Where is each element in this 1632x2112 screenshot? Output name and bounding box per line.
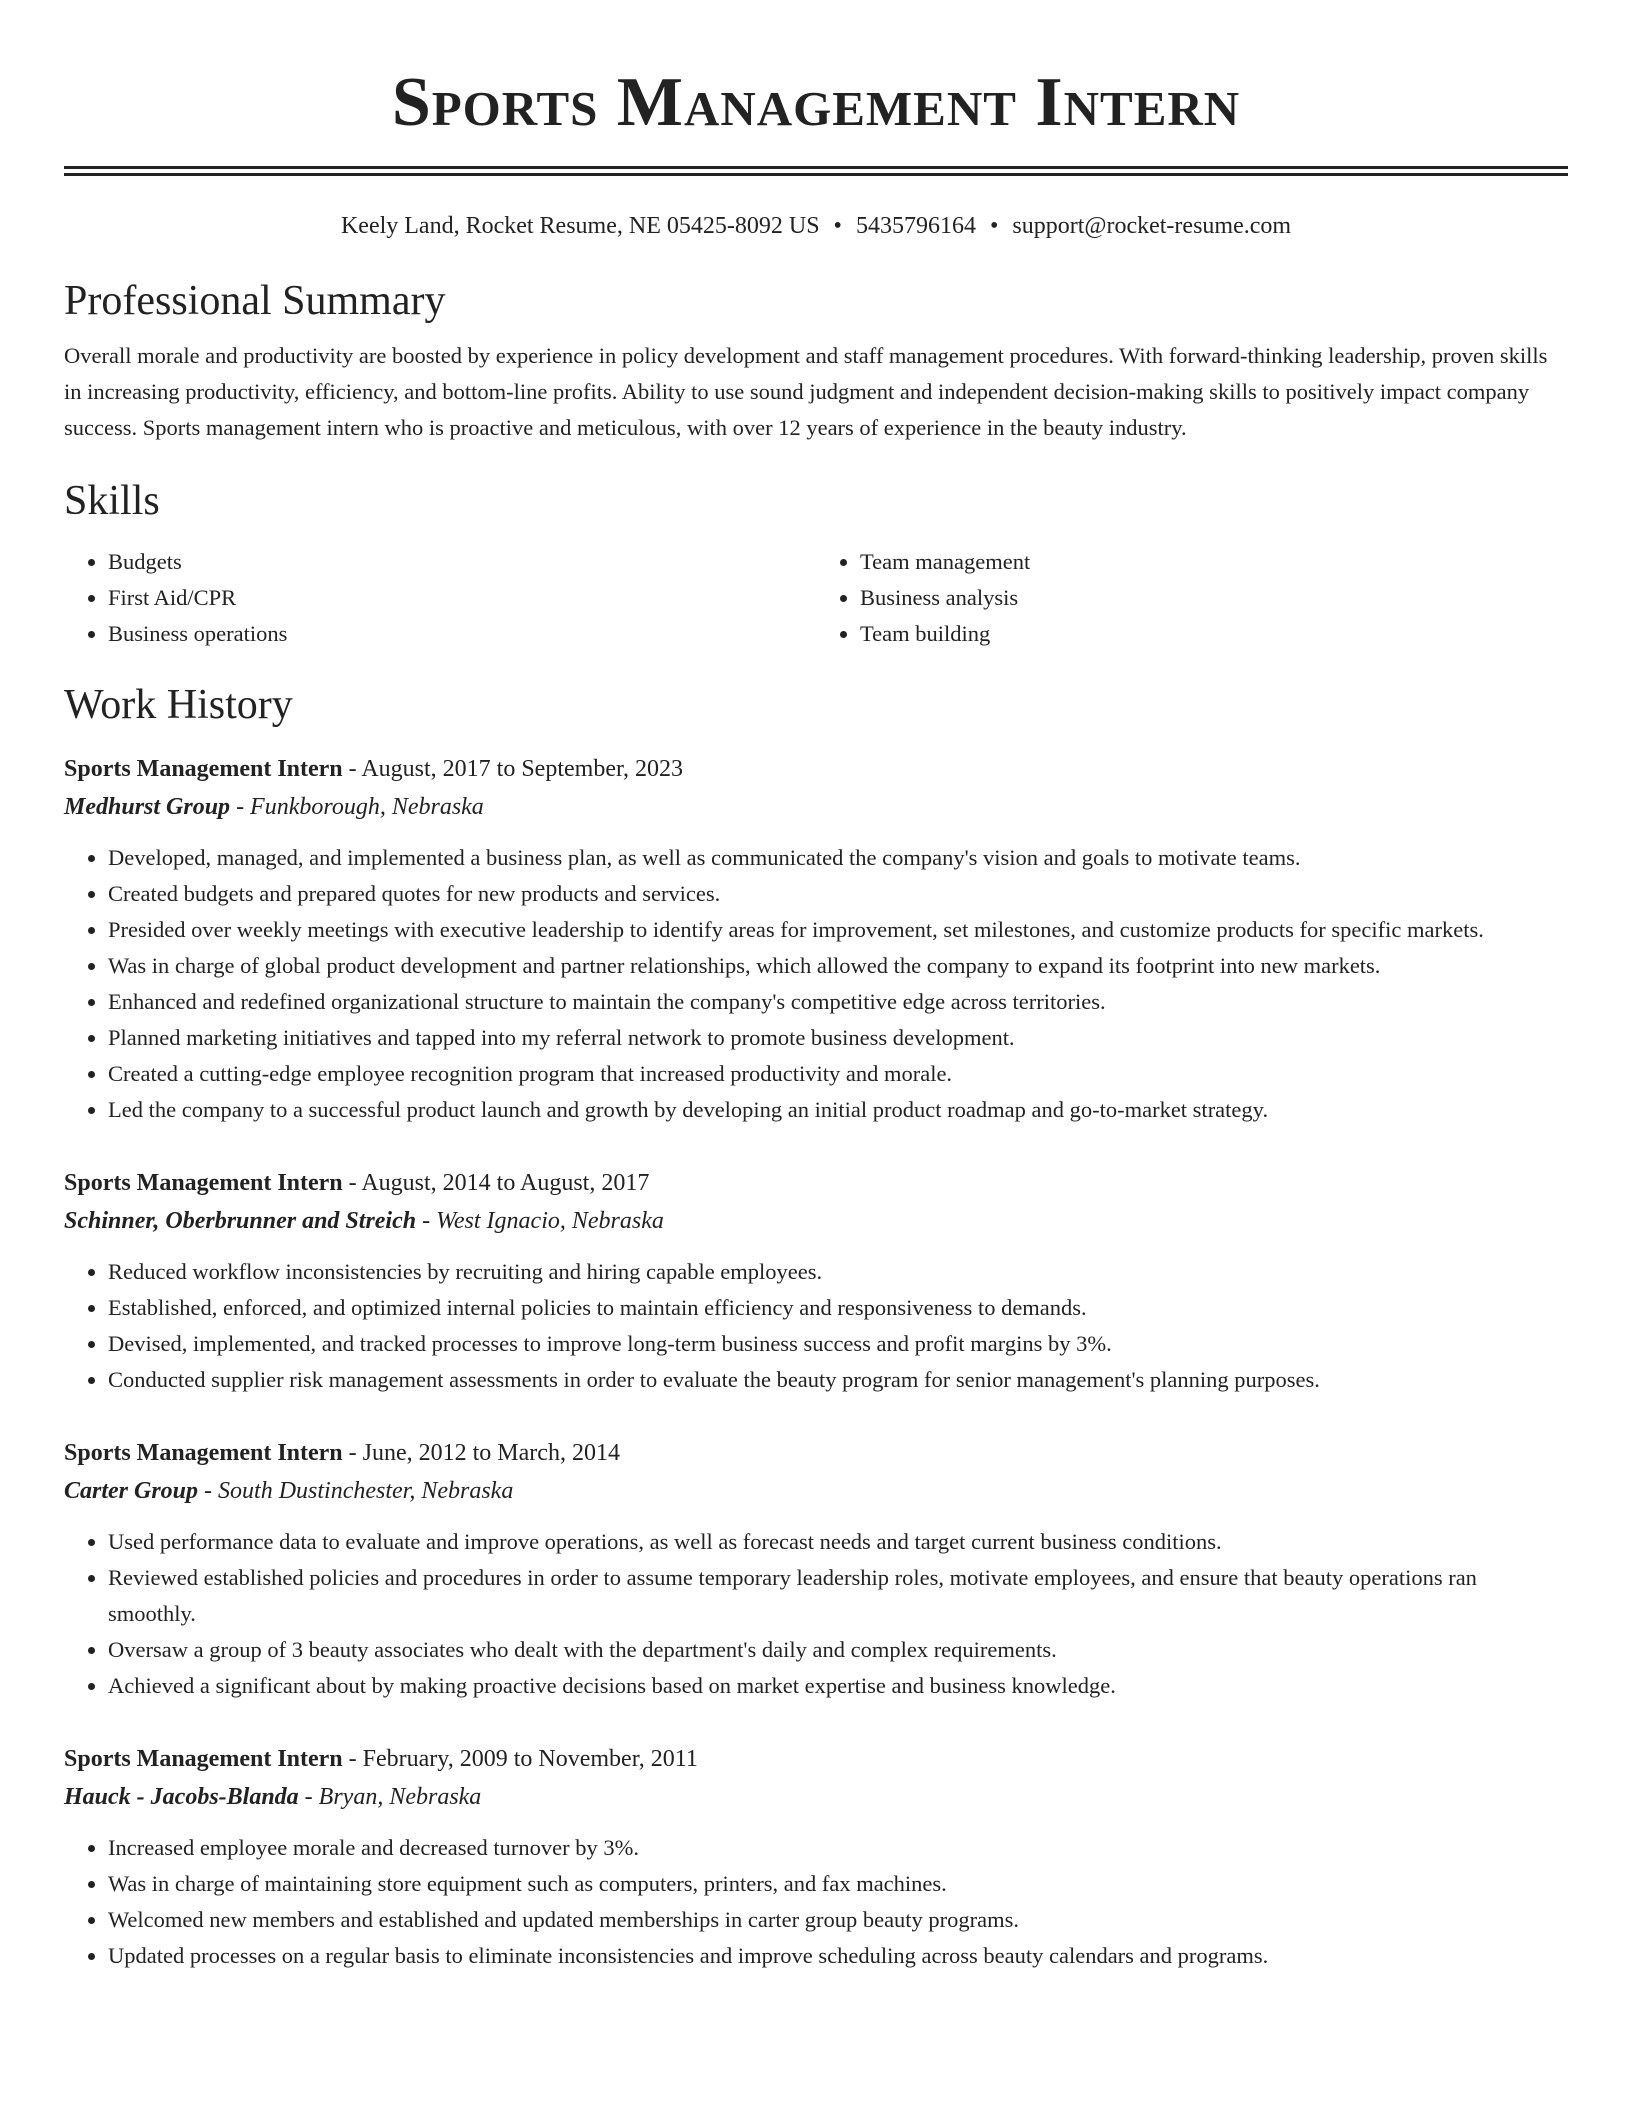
job-company: Hauck - Jacobs-Blanda [64, 1784, 299, 1810]
job-entry [64, 1740, 1568, 1974]
skills-heading: Skills [64, 478, 160, 524]
job-bullets [64, 1830, 1568, 1974]
skill-item: • Team building [860, 616, 1568, 652]
job-bullet: • Devised, implemented, and tracked processes to improve long-term business success and profit margins by 3%. [108, 1326, 1568, 1362]
job-bullet: • Reviewed established policies and procedures in order to assume temporary leadership roles, motivate employees, and ensure that beauty operations ran smoothly. [108, 1560, 1568, 1632]
resume-title: Sports Management Intern [391, 64, 1241, 141]
job-bullets [64, 1254, 1568, 1398]
contact-separator: • [989, 213, 999, 239]
title-double-rule [64, 166, 1568, 176]
skill-item: • First Aid/CPR [108, 580, 816, 616]
job-bullet: • Presided over weekly meetings with executive leadership to identify areas for improvement, set milestones, and customize products for specific markets. [108, 912, 1568, 948]
job-dates: - February, 2009 to November, 2011 [342, 1746, 698, 1772]
job-bullet: • Enhanced and redefined organizational structure to maintain the company's competitive edge across territories. [108, 984, 1568, 1020]
contact-address: Keely Land, Rocket Resume, NE 05425-8092 US [340, 213, 820, 239]
job-bullet: • Led the company to a successful product launch and growth by developing an initial product roadmap and go-to-market strategy. [108, 1092, 1568, 1128]
contact-email: support@rocket-resume.com [1012, 213, 1292, 239]
job-header [64, 1164, 1568, 1202]
job-location: - Bryan, Nebraska [298, 1784, 482, 1810]
job-location: - South Dustinchester, Nebraska [198, 1478, 514, 1504]
skill-item: • Budgets [108, 544, 816, 580]
job-bullet: • Oversaw a group of 3 beauty associates who dealt with the department's daily and complex requirements. [108, 1632, 1568, 1668]
job-bullets [64, 840, 1568, 1128]
job-bullet: • Established, enforced, and optimized internal policies to maintain efficiency and responsiveness to demands. [108, 1290, 1568, 1326]
job-company: Carter Group [64, 1478, 199, 1504]
job-entry [64, 1434, 1568, 1704]
job-entry [64, 750, 1568, 1128]
skill-item: • Business analysis [860, 580, 1568, 616]
job-location: - Funkborough, Nebraska [230, 794, 484, 820]
job-bullet: • Achieved a significant about by making proactive decisions based on market expertise and business knowledge. [108, 1668, 1568, 1704]
job-bullet: • Reduced workflow inconsistencies by recruiting and hiring capable employees. [108, 1254, 1568, 1290]
skill-item: • Team management [860, 544, 1568, 580]
job-bullet: • Welcomed new members and established and updated memberships in carter group beauty programs. [108, 1902, 1568, 1938]
job-header [64, 1434, 1568, 1472]
job-company-line [64, 1778, 1568, 1816]
job-bullet: • Was in charge of global product development and partner relationships, which allowed the company to expand its footprint into new markets. [108, 948, 1568, 984]
job-location: - West Ignacio, Nebraska [416, 1208, 664, 1234]
contact-line [64, 210, 1568, 242]
summary-heading: Professional Summary [64, 278, 446, 324]
job-company: Schinner, Oberbrunner and Streich [64, 1208, 417, 1234]
skills-column-right [816, 544, 1568, 652]
job-company-line [64, 1472, 1568, 1510]
job-bullet: • Planned marketing initiatives and tapped into my referral network to promote business development. [108, 1020, 1568, 1056]
job-entry [64, 1164, 1568, 1398]
job-bullet: • Was in charge of maintaining store equipment such as computers, printers, and fax machines. [108, 1866, 1568, 1902]
skills-column-left [64, 544, 816, 652]
job-title: Sports Management Intern [64, 1170, 343, 1196]
job-dates: - August, 2014 to August, 2017 [342, 1170, 650, 1196]
job-bullet: • Increased employee morale and decreased turnover by 3%. [108, 1830, 1568, 1866]
summary-text: Overall morale and productivity are boosted by experience in policy development and staff management procedures. With forward-thinking leadership, proven skills in increasing productivity, efficiency, and bottom-line profits. Ability to use sound judgment and independent decision-making skills to positively impact company success. Sports management intern who is proactive and meticulous, with over 12 years of experience in the beauty industry. [64, 343, 1548, 440]
job-company-line [64, 1202, 1568, 1240]
job-bullets [64, 1524, 1568, 1704]
job-title: Sports Management Intern [64, 756, 343, 782]
skills-list [64, 544, 1568, 652]
job-company-line [64, 788, 1568, 826]
job-bullet: • Created a cutting-edge employee recognition program that increased productivity and morale. [108, 1056, 1568, 1092]
job-bullet: • Used performance data to evaluate and improve operations, as well as forecast needs and target current business conditions. [108, 1524, 1568, 1560]
skill-item: • Business operations [108, 616, 816, 652]
job-bullet: • Conducted supplier risk management assessments in order to evaluate the beauty program for senior management's planning purposes. [108, 1362, 1568, 1398]
job-bullet: • Developed, managed, and implemented a business plan, as well as communicated the company's vision and goals to motivate teams. [108, 840, 1568, 876]
job-header [64, 750, 1568, 788]
job-dates: - August, 2017 to September, 2023 [342, 756, 684, 782]
work-history-heading: Work History [64, 682, 293, 728]
job-dates: - June, 2012 to March, 2014 [342, 1440, 620, 1466]
job-bullet: • Created budgets and prepared quotes for new products and services. [108, 876, 1568, 912]
contact-separator: • [833, 213, 842, 239]
contact-phone: 5435796164 [855, 213, 976, 239]
job-company: Medhurst Group [64, 794, 231, 820]
job-bullet: • Updated processes on a regular basis to eliminate inconsistencies and improve scheduling across beauty calendars and programs. [108, 1938, 1568, 1974]
job-header [64, 1740, 1568, 1778]
job-title: Sports Management Intern [64, 1440, 343, 1466]
job-title: Sports Management Intern [64, 1746, 343, 1772]
